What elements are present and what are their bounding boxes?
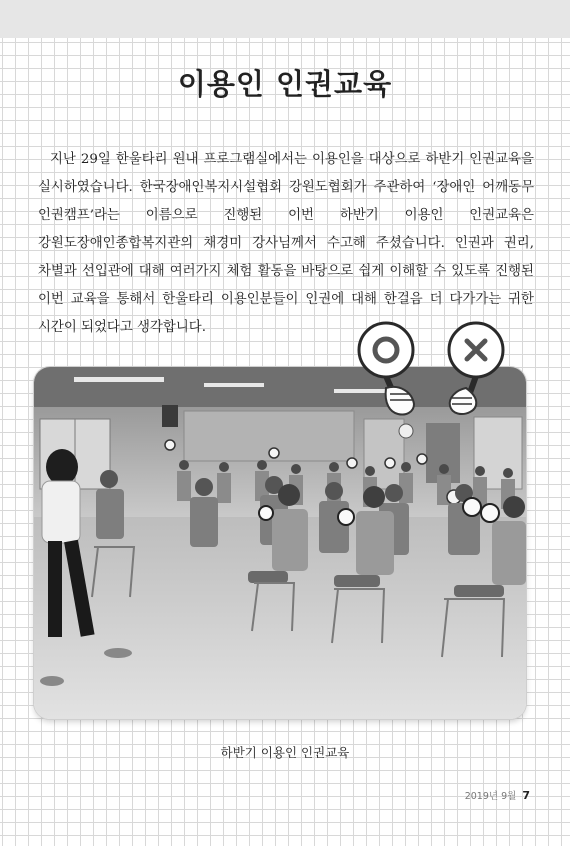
page-footer [465,788,530,802]
classroom-scene [34,367,526,719]
page-number: 7 [522,789,530,802]
ceiling-light [204,383,264,387]
photo-caption: 하반기 이용인 인권교육 [220,745,350,760]
wall-clock [399,424,413,438]
ceiling-light [74,377,164,382]
article-body: 지난 29일 한울타리 원내 프로그램실에서는 이용인을 대상으로 하반기 인권교육을 실시하였습니다. 한국장애인복지시설협회 강원도협회가 주관하여 ‘장애인 어깨동무 인권캠프’라는 이름으로 진행된 이번 하반기 이용인 인권교육은 강원도장애인종합복지관의 채경미 강사님께서 수고해 주셨습니다. 인권과 권리, 차별과 선입관에 대해 여러가지 체험 활동을 바탕으로 쉽게 이해할 수 있도록 진행된 이번 교육을 통해서 한울타리 이용인분들이 인권에 대해 한걸음 더 다가가는 귀한 시간이 되었다고 생각합니다. [38,152,534,335]
circle-sign-icon [356,318,426,418]
event-photo [34,367,526,719]
page-title: 이용인 인권교육 [177,67,393,101]
x-sign-icon [438,318,518,418]
speaker [162,405,178,427]
issue-date: 2019년 9월 [464,791,517,802]
top-bar [0,0,570,38]
